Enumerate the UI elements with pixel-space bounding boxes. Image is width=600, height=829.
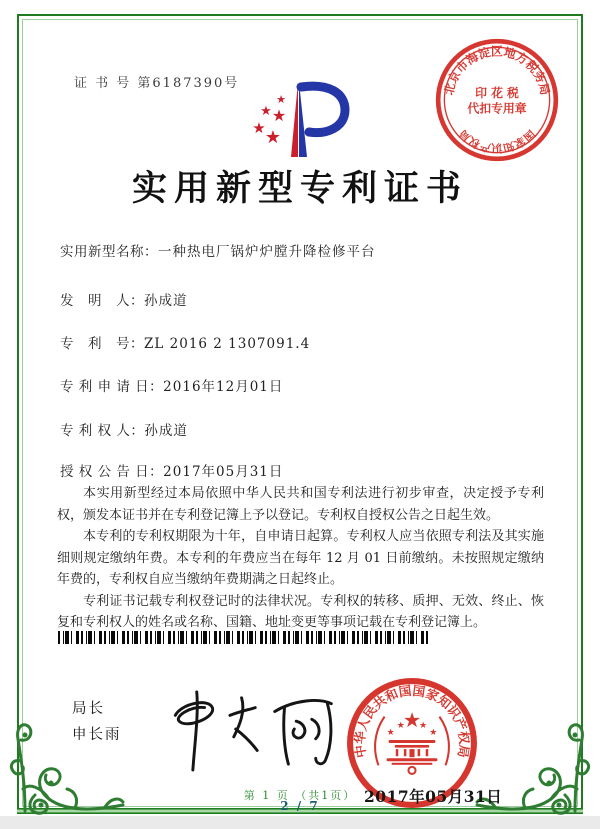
svg-text:★: ★	[271, 106, 287, 125]
body-paragraph-1: 本实用新型经过本局依照中华人民共和国专利法进行初步审查，决定授予专利权，颁发本证书并在专利登记簿上予以登记。专利权自授权公告之日起生效。	[57, 486, 544, 523]
field-application-date: 专 利 申 请 日：2016年12月01日	[60, 379, 284, 395]
certificate-number: 证 书 号 第6187390号	[74, 76, 240, 91]
field-inventor: 发 明 人：孙成道	[60, 293, 188, 309]
field-patentee: 专 利 权 人：孙成道	[60, 423, 188, 439]
stamp-tax-seal	[433, 36, 561, 164]
logo-spike-blue	[299, 82, 307, 157]
page-info: 第 1 页 （共1页）	[243, 789, 357, 802]
svg-text:★: ★	[402, 707, 422, 732]
certificate-title: 实用新型专利证书	[131, 168, 468, 209]
logo-p-bowl	[301, 86, 345, 132]
field-grant-date: 授 权 公 告 日：2017年05月31日	[60, 464, 284, 480]
seal-top-center-line1: 印 花 税	[475, 85, 519, 100]
national-emblem-icon	[375, 708, 449, 774]
svg-text:★: ★	[429, 727, 438, 738]
barcode	[58, 631, 431, 644]
svg-text:★: ★	[386, 727, 395, 738]
svg-text:★: ★	[252, 119, 266, 137]
field-utility-model-name: 实用新型名称：一种热电厂锅炉炉膛升降检修平台	[60, 244, 376, 260]
seal-bottom-ring-text: 中华人民共和国国家知识产权局	[351, 682, 473, 759]
seal-top-ring-text: 北京市海淀区地方税务局	[441, 44, 553, 97]
svg-text:★: ★	[264, 127, 282, 148]
seal-top-ring-bottom-text: 国家知识产权局	[456, 127, 538, 155]
cnipa-logo-icon	[229, 77, 373, 163]
logo-spike-red	[291, 82, 298, 157]
svg-text:★: ★	[396, 720, 405, 731]
certificate-body	[57, 483, 544, 634]
grant-stamp-date: 2017年05月31日	[364, 787, 503, 806]
field-patent-number: 专 利 号：ZL 2016 2 1307091.4	[60, 336, 311, 352]
page-bottom-edge	[0, 816, 600, 829]
svg-text:★: ★	[260, 104, 272, 119]
svg-text:★: ★	[419, 720, 428, 731]
director-title: 局长	[72, 701, 105, 717]
page-indicator: 2 / 7	[280, 799, 320, 813]
svg-text:★: ★	[276, 93, 286, 106]
director-name: 申长雨	[72, 727, 122, 743]
body-paragraph-3: 专利证书记载专利权登记时的法律状况。专利权的转移、质押、无效、终止、恢复和专利权人的姓名或名称、国籍、地址变更等事项记载在专利登记簿上。	[57, 593, 544, 630]
body-paragraph-2: 本专利的专利权期限为十年，自申请日起算。专利权人应当依照专利法及其实施细则规定缴纳年费。本专利的年费应当在每年 12 月 01 日前缴纳。未按照规定缴纳年费的，专利权自应当缴纳年费期满之日起终止。	[57, 529, 544, 587]
signature-script	[148, 686, 343, 774]
seal-top-center-line2: 代扣专用章	[467, 101, 527, 116]
